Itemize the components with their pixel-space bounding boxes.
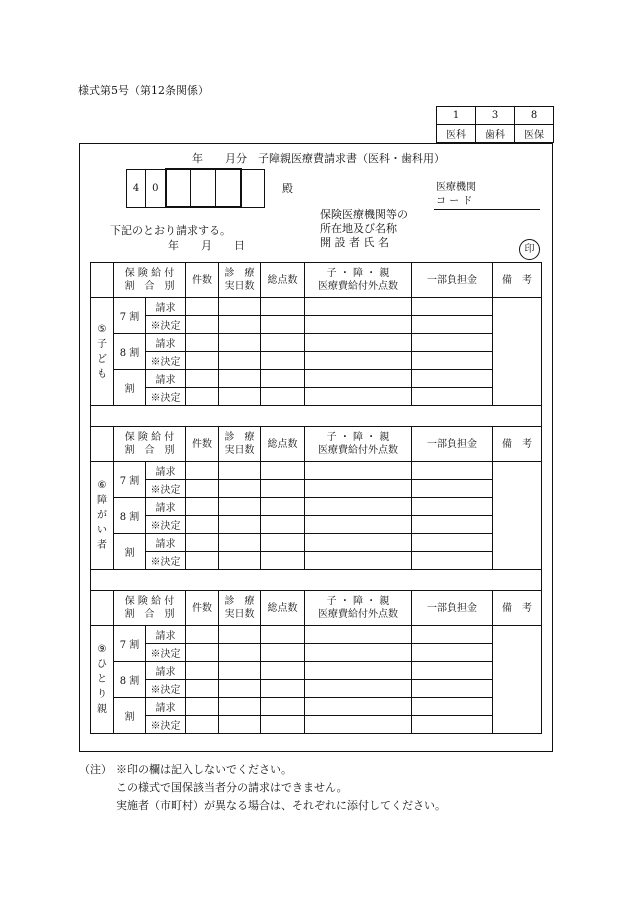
rate-label: 7 割 [114, 298, 146, 334]
row-type-label: 請求 [146, 370, 186, 388]
section-label-char: ⑤ [97, 323, 107, 335]
extra-points-cell[interactable] [305, 334, 412, 352]
rate-label: 8 割 [114, 334, 146, 370]
header-extra-points [305, 591, 412, 626]
copay-cell[interactable] [412, 698, 493, 716]
count-cell[interactable] [186, 716, 219, 734]
table-row [91, 626, 542, 644]
row-type-label: 請求 [146, 534, 186, 552]
table-row [91, 516, 542, 534]
days-cell[interactable] [219, 298, 261, 316]
count-cell[interactable] [186, 316, 219, 334]
code-label: 医保 [515, 125, 554, 143]
points-cell[interactable] [261, 352, 305, 370]
header-extra-points [305, 263, 412, 298]
code-label: 歯科 [476, 125, 515, 143]
header-blank [91, 591, 114, 626]
copay-cell[interactable] [412, 516, 493, 534]
code-digit: 3 [476, 107, 515, 125]
addressee-entry-box[interactable] [241, 169, 265, 207]
note-line: ※印の欄は記入しないでください。 [116, 763, 292, 776]
copay-cell[interactable] [412, 662, 493, 680]
header-extra-points [305, 427, 412, 462]
copay-cell[interactable] [412, 334, 493, 352]
rate-label: 7 割 [114, 626, 146, 662]
honorific: 殿 [282, 182, 293, 195]
header-extra-points-line: 医療費給付外点数 [318, 281, 398, 292]
table-row [91, 370, 542, 388]
copay-cell[interactable] [412, 316, 493, 334]
copay-cell[interactable] [412, 716, 493, 734]
header-days [219, 263, 261, 298]
header-days [219, 427, 261, 462]
section-label-char: 親 [97, 704, 107, 715]
section-spacer-cell [91, 406, 542, 427]
header-category-line: 保 険 給 付 [124, 596, 175, 607]
row-type-label: ※決定 [146, 644, 186, 662]
section-label [91, 462, 114, 570]
extra-points-cell[interactable] [305, 662, 412, 680]
extra-points-cell[interactable] [305, 388, 412, 406]
days-cell[interactable] [219, 552, 261, 570]
extra-points-cell[interactable] [305, 462, 412, 480]
remarks-cell[interactable] [493, 298, 542, 406]
points-cell[interactable] [261, 516, 305, 534]
days-cell[interactable] [219, 498, 261, 516]
header-days-line: 実日数 [224, 609, 255, 620]
copay-cell[interactable] [412, 680, 493, 698]
copay-cell[interactable] [412, 498, 493, 516]
row-type-label: 請求 [146, 334, 186, 352]
section-spacer [91, 570, 542, 591]
header-category [114, 263, 186, 298]
rate-label: 8 割 [114, 498, 146, 534]
copay-cell[interactable] [412, 534, 493, 552]
count-cell[interactable] [186, 370, 219, 388]
table-row [91, 316, 542, 334]
note-line: この様式で国保該当者分の請求はできません。 [116, 781, 348, 794]
institution-code-label-line: 医療機関 [436, 182, 476, 193]
copay-cell[interactable] [412, 626, 493, 644]
days-cell[interactable] [219, 626, 261, 644]
table-row [91, 298, 542, 316]
table-row [91, 462, 542, 480]
table-row [91, 680, 542, 698]
copay-cell[interactable] [412, 298, 493, 316]
row-type-label: 請求 [146, 462, 186, 480]
table-row [91, 644, 542, 662]
section-label-char: ⑥ [97, 480, 107, 491]
header-category-line: 割 合 別 [124, 609, 175, 620]
copay-cell[interactable] [412, 480, 493, 498]
header-extra-points-line: 医療費給付外点数 [318, 609, 398, 620]
count-cell[interactable] [186, 388, 219, 406]
count-cell[interactable] [186, 698, 219, 716]
days-cell[interactable] [219, 352, 261, 370]
seal-mark: 印 [519, 239, 540, 260]
row-type-label: 請求 [146, 698, 186, 716]
days-cell[interactable] [219, 680, 261, 698]
header-extra-points-line: 子 ・ 障 ・ 親 [326, 432, 390, 443]
section-label-char: が [97, 510, 107, 521]
points-cell[interactable] [261, 316, 305, 334]
count-cell[interactable] [186, 680, 219, 698]
points-cell[interactable] [261, 462, 305, 480]
remarks-cell[interactable] [493, 462, 542, 570]
extra-points-cell[interactable] [305, 626, 412, 644]
classification-code-box [436, 106, 554, 143]
row-type-label: ※決定 [146, 480, 186, 498]
section-label-char: と [97, 674, 107, 685]
notes-prefix: （注） [79, 763, 112, 776]
addressee-entry-box[interactable] [166, 169, 191, 207]
days-cell[interactable] [219, 388, 261, 406]
row-type-label: ※決定 [146, 716, 186, 734]
header-days-line: 実日数 [224, 445, 255, 456]
row-type-label: 請求 [146, 626, 186, 644]
section-spacer-cell [91, 570, 542, 591]
extra-points-cell[interactable] [305, 552, 412, 570]
notes-list [116, 761, 446, 815]
points-cell[interactable] [261, 644, 305, 662]
header-extra-points-line: 子 ・ 障 ・ 親 [326, 268, 390, 279]
addressee-entry-box[interactable] [216, 169, 241, 207]
header-category [114, 427, 186, 462]
header-copay: 一部負担金 [412, 591, 493, 626]
points-cell[interactable] [261, 334, 305, 352]
count-cell[interactable] [186, 516, 219, 534]
rate-label: 割 [114, 698, 146, 734]
extra-points-cell[interactable] [305, 698, 412, 716]
row-type-label: ※決定 [146, 516, 186, 534]
extra-points-cell[interactable] [305, 370, 412, 388]
table-header-row [91, 591, 542, 626]
count-cell[interactable] [186, 626, 219, 644]
copay-cell[interactable] [412, 552, 493, 570]
claim-table [90, 262, 542, 734]
days-cell[interactable] [219, 644, 261, 662]
count-cell[interactable] [186, 334, 219, 352]
table-row [91, 716, 542, 734]
extra-points-cell[interactable] [305, 480, 412, 498]
institution-info [320, 208, 408, 250]
days-cell[interactable] [219, 334, 261, 352]
days-cell[interactable] [219, 534, 261, 552]
days-cell[interactable] [219, 516, 261, 534]
count-cell[interactable] [186, 480, 219, 498]
section-label-char: ⑨ [97, 644, 107, 655]
header-count: 件数 [186, 591, 219, 626]
institution-info-line: 保険医療機関等の [320, 208, 408, 221]
header-days-line: 診 療 [224, 432, 255, 443]
header-blank [91, 263, 114, 298]
row-type-label: ※決定 [146, 316, 186, 334]
row-type-label: 請求 [146, 498, 186, 516]
count-cell[interactable] [186, 534, 219, 552]
count-cell[interactable] [186, 352, 219, 370]
note-line: 実施者（市町村）が異なる場合は、それぞれに添付してください。 [116, 799, 446, 812]
table-row [91, 698, 542, 716]
section-label-char: ど [97, 353, 107, 365]
count-cell[interactable] [186, 662, 219, 680]
count-cell[interactable] [186, 462, 219, 480]
copay-cell[interactable] [412, 644, 493, 662]
extra-points-cell[interactable] [305, 716, 412, 734]
addressee-code-boxes [126, 168, 265, 208]
extra-points-cell[interactable] [305, 534, 412, 552]
days-cell[interactable] [219, 370, 261, 388]
row-type-label: ※決定 [146, 680, 186, 698]
table-header-row [91, 427, 542, 462]
row-type-label: 請求 [146, 298, 186, 316]
row-type-label: ※決定 [146, 552, 186, 570]
code-digit: 1 [437, 107, 476, 125]
institution-code-underline [434, 209, 540, 210]
copay-cell[interactable] [412, 388, 493, 406]
header-copay: 一部負担金 [412, 263, 493, 298]
extra-points-cell[interactable] [305, 644, 412, 662]
header-category-line: 割 合 別 [124, 281, 175, 292]
request-date: 年 月 日 [168, 239, 245, 252]
points-cell[interactable] [261, 534, 305, 552]
points-cell[interactable] [261, 298, 305, 316]
header-days-line: 診 療 [224, 596, 255, 607]
extra-points-cell[interactable] [305, 298, 412, 316]
institution-info-line: 開 設 者 氏 名 [320, 236, 389, 249]
section-label-char: ひ [97, 659, 107, 670]
code-digit: 8 [515, 107, 554, 125]
header-category-line: 保 険 給 付 [124, 432, 175, 443]
header-count: 件数 [186, 263, 219, 298]
addressee-digit: 4 [127, 169, 146, 207]
row-type-label: ※決定 [146, 388, 186, 406]
section-label-char: い [97, 525, 107, 536]
form-number: 様式第5号（第12条関係） [78, 84, 209, 97]
institution-info-line: 所在地及び名称 [320, 222, 397, 235]
section-label [91, 298, 114, 406]
header-category [114, 591, 186, 626]
institution-code-label-line: コ ー ド [436, 196, 473, 207]
points-cell[interactable] [261, 370, 305, 388]
header-extra-points-line: 医療費給付外点数 [318, 445, 398, 456]
table-header-row [91, 263, 542, 298]
section-label-char: り [97, 689, 107, 700]
addressee-digit: 0 [146, 169, 166, 207]
header-count: 件数 [186, 427, 219, 462]
points-cell[interactable] [261, 716, 305, 734]
points-cell[interactable] [261, 680, 305, 698]
request-text: 下記のとおり請求する。 [110, 224, 231, 237]
points-cell[interactable] [261, 626, 305, 644]
rate-label: 割 [114, 370, 146, 406]
section-label-char: も [97, 368, 107, 380]
table-row [91, 498, 542, 516]
header-extra-points-line: 子 ・ 障 ・ 親 [326, 596, 390, 607]
section-label-char: 障 [97, 495, 107, 506]
points-cell[interactable] [261, 480, 305, 498]
copay-cell[interactable] [412, 370, 493, 388]
addressee-entry-box[interactable] [191, 169, 216, 207]
header-remarks: 備 考 [493, 427, 542, 462]
copay-cell[interactable] [412, 352, 493, 370]
table-row [91, 334, 542, 352]
header-points: 総点数 [261, 591, 305, 626]
points-cell[interactable] [261, 388, 305, 406]
copay-cell[interactable] [412, 462, 493, 480]
section-label [91, 626, 114, 734]
days-cell[interactable] [219, 698, 261, 716]
days-cell[interactable] [219, 316, 261, 334]
table-row [91, 552, 542, 570]
points-cell[interactable] [261, 662, 305, 680]
header-category-line: 保 険 給 付 [124, 268, 175, 279]
table-row [91, 534, 542, 552]
section-label-char: 者 [97, 540, 107, 551]
count-cell[interactable] [186, 298, 219, 316]
days-cell[interactable] [219, 480, 261, 498]
header-points: 総点数 [261, 263, 305, 298]
table-row [91, 480, 542, 498]
rate-label: 割 [114, 534, 146, 570]
header-category-line: 割 合 別 [124, 445, 175, 456]
extra-points-cell[interactable] [305, 680, 412, 698]
points-cell[interactable] [261, 698, 305, 716]
extra-points-cell[interactable] [305, 316, 412, 334]
rate-label: 7 割 [114, 462, 146, 498]
form-title: 年 月分 子障親医療費請求書（医科・歯科用） [192, 152, 445, 165]
row-type-label: 請求 [146, 662, 186, 680]
header-remarks: 備 考 [493, 263, 542, 298]
extra-points-cell[interactable] [305, 498, 412, 516]
code-label: 医科 [437, 125, 476, 143]
days-cell[interactable] [219, 462, 261, 480]
count-cell[interactable] [186, 644, 219, 662]
days-cell[interactable] [219, 716, 261, 734]
table-row [91, 662, 542, 680]
header-days [219, 591, 261, 626]
header-points: 総点数 [261, 427, 305, 462]
days-cell[interactable] [219, 662, 261, 680]
table-row [91, 388, 542, 406]
row-type-label: ※決定 [146, 352, 186, 370]
extra-points-cell[interactable] [305, 352, 412, 370]
extra-points-cell[interactable] [305, 516, 412, 534]
points-cell[interactable] [261, 498, 305, 516]
institution-code-label [436, 181, 476, 209]
header-copay: 一部負担金 [412, 427, 493, 462]
header-remarks: 備 考 [493, 591, 542, 626]
rate-label: 8 割 [114, 662, 146, 698]
table-row [91, 352, 542, 370]
header-days-line: 実日数 [224, 281, 255, 292]
header-blank [91, 427, 114, 462]
section-label-char: 子 [97, 338, 107, 350]
header-days-line: 診 療 [224, 268, 255, 279]
remarks-cell[interactable] [493, 626, 542, 734]
section-spacer [91, 406, 542, 427]
points-cell[interactable] [261, 552, 305, 570]
count-cell[interactable] [186, 498, 219, 516]
count-cell[interactable] [186, 552, 219, 570]
